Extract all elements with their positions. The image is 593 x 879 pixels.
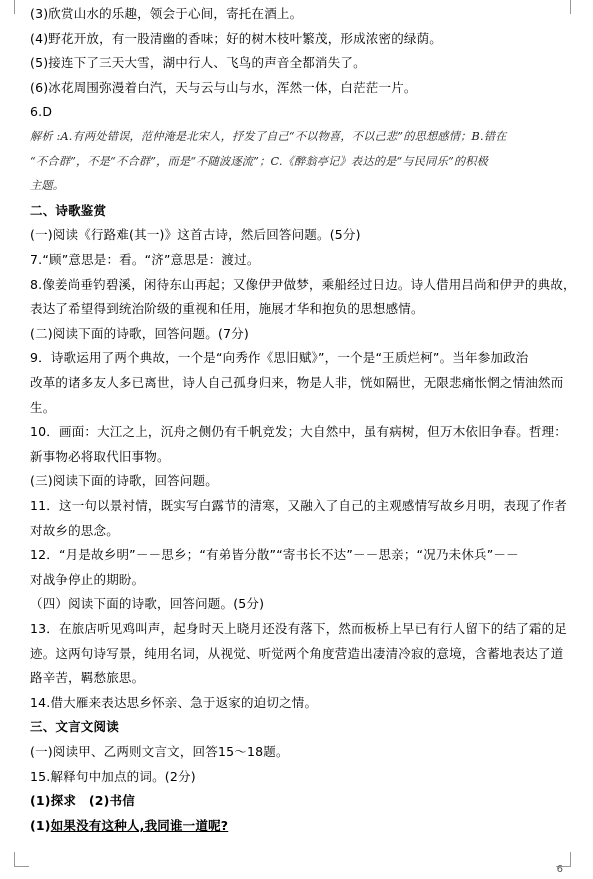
- answer-line: 6.D: [30, 104, 53, 120]
- page-number: 6: [556, 864, 563, 875]
- answer-line: 9．诗歌运用了两个典故，一个是“向秀作《思旧赋》”，一个是“王质烂柯”。当年参加政治: [30, 350, 529, 366]
- answer-line: 8.像姜尚垂钓碧溪，闲待东山再起；又像伊尹做梦，乘船经过日边。诗人借用吕尚和伊尹的典故，: [30, 276, 576, 292]
- answer-line: 路辛苦，羁愁旅思。: [30, 670, 145, 686]
- answer-line: 11．这一句以景衬情，既实写白露节的清寒，又融入了自己的主观感情写故乡月明，表现了作者: [30, 498, 568, 513]
- answer-line: (4)野花开放，有一股清幽的香味；好的树木枝叶繁茂，形成浓密的绿荫。: [30, 30, 443, 46]
- explanation-line: 解析 :A.有两处错误，范仲淹是北宋人，抒发了自己“不以物喜，不以己悲”的思想感情；B.错在: [30, 130, 507, 143]
- explanation-line: “不合群”，不是“不合群”，而是“不随波逐流”；C.《醉翁亭记》表达的是“与民同乐”的积极: [30, 154, 489, 168]
- answer-line: (3)欣赏山水的乐趣，领会于心间，寄托在酒上。: [30, 6, 303, 21]
- crop-mark-top-left: [14, 0, 29, 14]
- answer-line: (1)探求 (2)书信: [30, 793, 135, 809]
- crop-mark-top-right: [556, 0, 571, 14]
- answer-line: 生。: [30, 399, 56, 415]
- answer-line: 13．在旅店听见鸡叫声，起身时天上晓月还没有落下，然而板桥上早已有行人留下的结了霜的足: [30, 621, 568, 636]
- answer-line: 改革的诸多友人多已离世，诗人自己孤身归来，物是人非，恍如隔世，无限悲痛怅惘之情油然而: [30, 375, 564, 390]
- answer-line: 7.“顾”意思是：看。“济”意思是：渡过。: [30, 252, 260, 267]
- answer-line: (一)阅读《行路难(其一)》这首古诗，然后回答问题。(5分): [30, 227, 361, 243]
- answer-line: 12．“月是故乡明”－－思乡；“有弟皆分散”“寄书长不达”－－思亲；“况乃未休兵”－－: [30, 547, 519, 563]
- answer-line: 迹。这两句诗写景，纯用名词，从视觉、听觉两个角度营造出凄清冷寂的意境，含蓄地表达了道: [30, 645, 564, 661]
- answer-line: (三)阅读下面的诗歌，回答问题。: [30, 473, 218, 489]
- answer-line: (一)阅读甲、乙两则文言文，回答15～18题。: [30, 744, 289, 759]
- answer-line: (1)如果没有这种人,我同谁一道呢?: [30, 817, 229, 833]
- answer-line: (二)阅读下面的诗歌，回答问题。(7分): [30, 325, 249, 341]
- answer-line: 对战争停止的期盼。: [30, 571, 145, 587]
- answer-line: （四）阅读下面的诗歌，回答问题。(5分): [30, 596, 265, 612]
- answer-line: 14.借大雁来表达思乡怀亲、急于返家的迫切之情。: [30, 694, 318, 710]
- answer-line: (5)接连下了三天大雪，湖中行人、飞鸟的声音全都消失了。: [30, 55, 366, 71]
- answer-line: 表达了希望得到统治阶级的重视和任用，施展才华和抱负的思想感情。: [30, 301, 424, 317]
- answer-line: 对故乡的思念。: [30, 522, 119, 538]
- answer-line: 10．画面：大江之上，沉舟之侧仍有千帆竞发；大自然中，虽有病树，但万木依旧争春。哲理：: [30, 424, 568, 440]
- answer-line: (6)冰花周围弥漫着白汽，天与云与山与水，浑然一体，白茫茫一片。: [30, 79, 417, 95]
- crop-mark-bottom-left: [14, 852, 29, 867]
- answer-line: 新事物必将取代旧事物。: [30, 448, 170, 464]
- answer-line: 15.解释句中加点的词。(2分): [30, 768, 196, 784]
- section-heading: 二、诗歌鉴赏: [30, 202, 107, 218]
- explanation-line: 主题。: [30, 179, 65, 193]
- section-heading: 三、文言文阅读: [30, 719, 119, 735]
